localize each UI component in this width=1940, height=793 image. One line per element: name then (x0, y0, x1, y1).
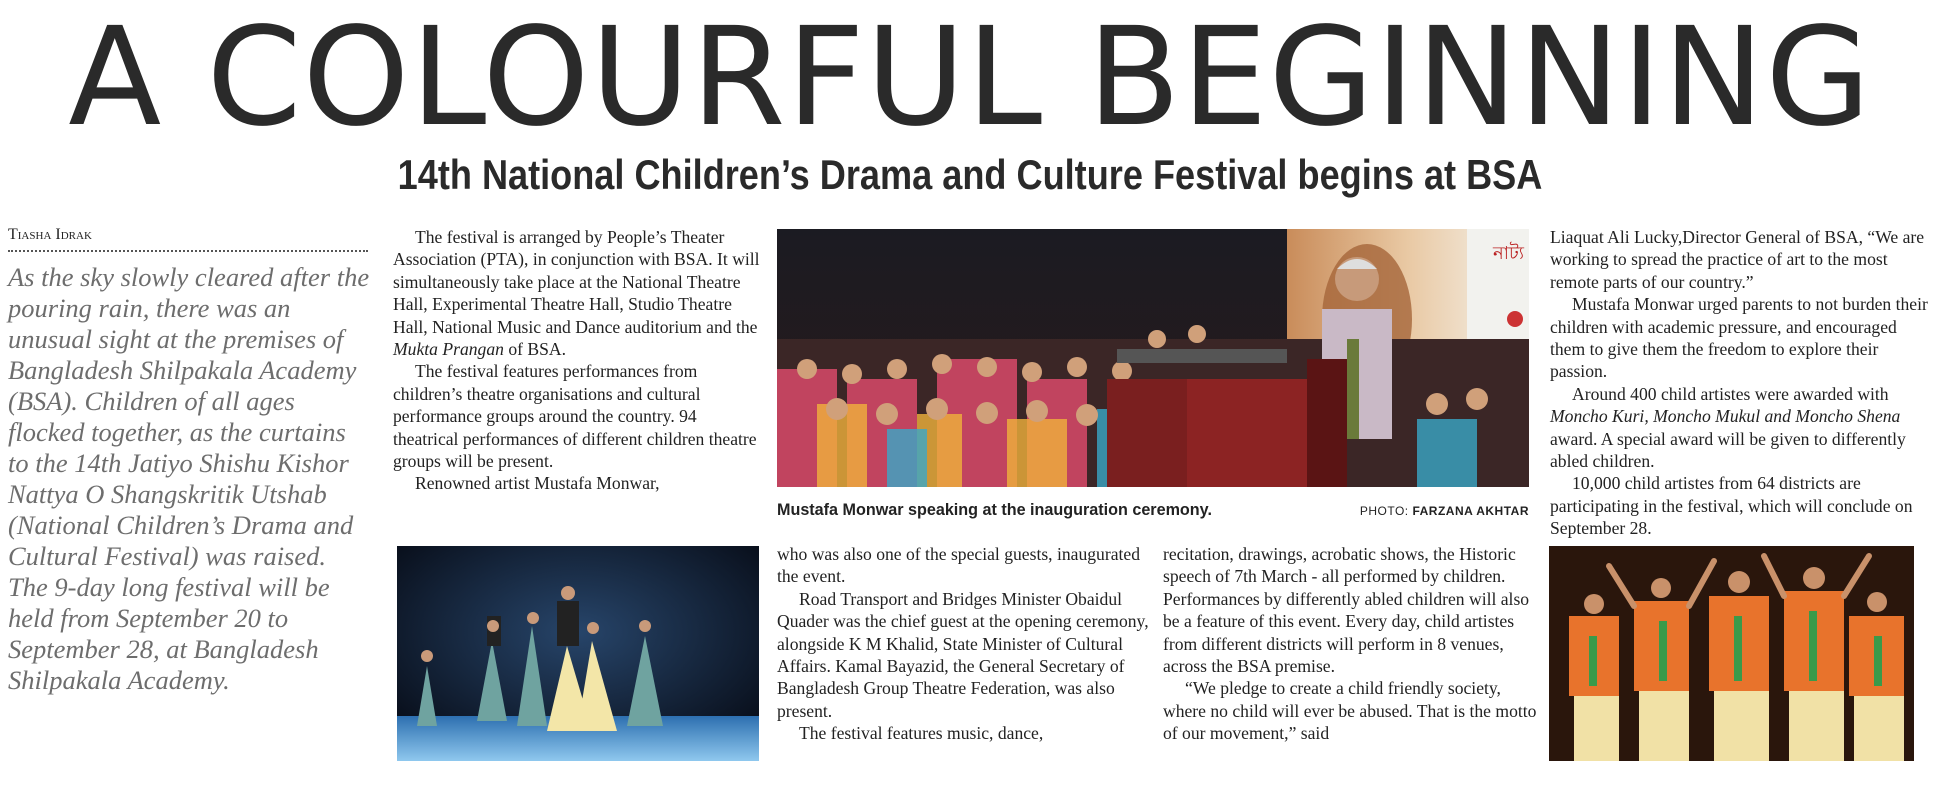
subheadline: 14th National Children’s Drama and Culture Festival begins at BSA (397, 151, 1543, 198)
banner-text: নাট্য (1493, 243, 1524, 264)
article-column-3 (1163, 543, 1538, 745)
children-performers-photo (1549, 546, 1914, 761)
article-column-2 (777, 543, 1152, 745)
col1-paragraph-2: The festival features performances from children’s theatre organisations and cultural performance groups around the country. 94 theatrical performances of different children theatre groups will be present. (393, 361, 757, 472)
article-column-4 (1550, 226, 1935, 540)
col2-paragraph-3: The festival features music, dance, (799, 723, 1044, 744)
article-column-1 (393, 226, 763, 495)
photo-credit: PHOTO: FARZANA AKHTAR (1359, 504, 1529, 518)
headline: A COLOURFUL BEGINNING (68, 0, 1872, 157)
col4-paragraph-4: 10,000 child artistes from 64 districts are participating in the festival, which will conclude on September 28. (1550, 473, 1913, 539)
col2-paragraph-1: who was also one of the special guests, inaugurated the event. (777, 544, 1141, 587)
col4-paragraph-2: Mustafa Monwar urged parents to not burden their children with academic pressure, and encouraged them to give them the freedom to explore their passion. (1550, 294, 1928, 382)
col2-paragraph-2: Road Transport and Bridges Minister Obaidul Quader was the chief guest at the opening ceremony, alongside K M Khalid, State Minister of Cultural Affairs. Kamal Bayazid, the General Secretary of Bangladesh Group Theatre Federation, was also present. (777, 588, 1149, 721)
col3-paragraph-1: recitation, drawings, acrobatic shows, the Historic speech of 7th March - all performed by children. Performances by differently abled children will also be a feature of this event. Every day, child artistes from different districts will perform in 8 venues, across the BSA premise. (1163, 544, 1530, 677)
col1-paragraph-1: The festival is arranged by People’s Theater Association (PTA), in conjunction with BSA. It will simultaneously take place at the National Theatre Hall, Experimental Theatre Hall, Studio Theatre Hall, National Music and Dance auditorium and the Mukta Prangan of BSA. (393, 227, 760, 360)
inauguration-photo (777, 229, 1529, 487)
caption-text: Mustafa Monwar speaking at the inauguration ceremony. (777, 500, 1212, 519)
photo-caption (777, 500, 1529, 520)
col4-paragraph-3: Around 400 child artistes were awarded with Moncho Kuri, Moncho Mukul and Moncho Shena award. A special award will be given to differently abled children. (1550, 383, 1906, 472)
byline: Tiasha Idrak (8, 226, 368, 252)
col1-paragraph-3: Renowned artist Mustafa Monwar, (415, 473, 660, 494)
intro-paragraph: As the sky slowly cleared after the pouring rain, there was an unusual sight at the premises of Bangladesh Shilpakala Academy (BSA). Children of all ages flocked together, as the curtains to the 14th Jatiyo Shishu Kishor Nattya O Shangskritik Utshab (National Children’s Drama and Cultural Festival) was raised. The 9-day long festival will be held from September 20 to September 28, at Bangladesh Shilpakala Academy. (8, 262, 370, 695)
col4-paragraph-1: Liaquat Ali Lucky,Director General of BSA, “We are working to spread the practice of art to the most remote parts of our country.” (1550, 227, 1925, 292)
dancers-photo (397, 546, 759, 761)
col3-paragraph-2: “We pledge to create a child friendly society, where no child will ever be abused. That is the motto of our movement,” said (1163, 678, 1537, 744)
